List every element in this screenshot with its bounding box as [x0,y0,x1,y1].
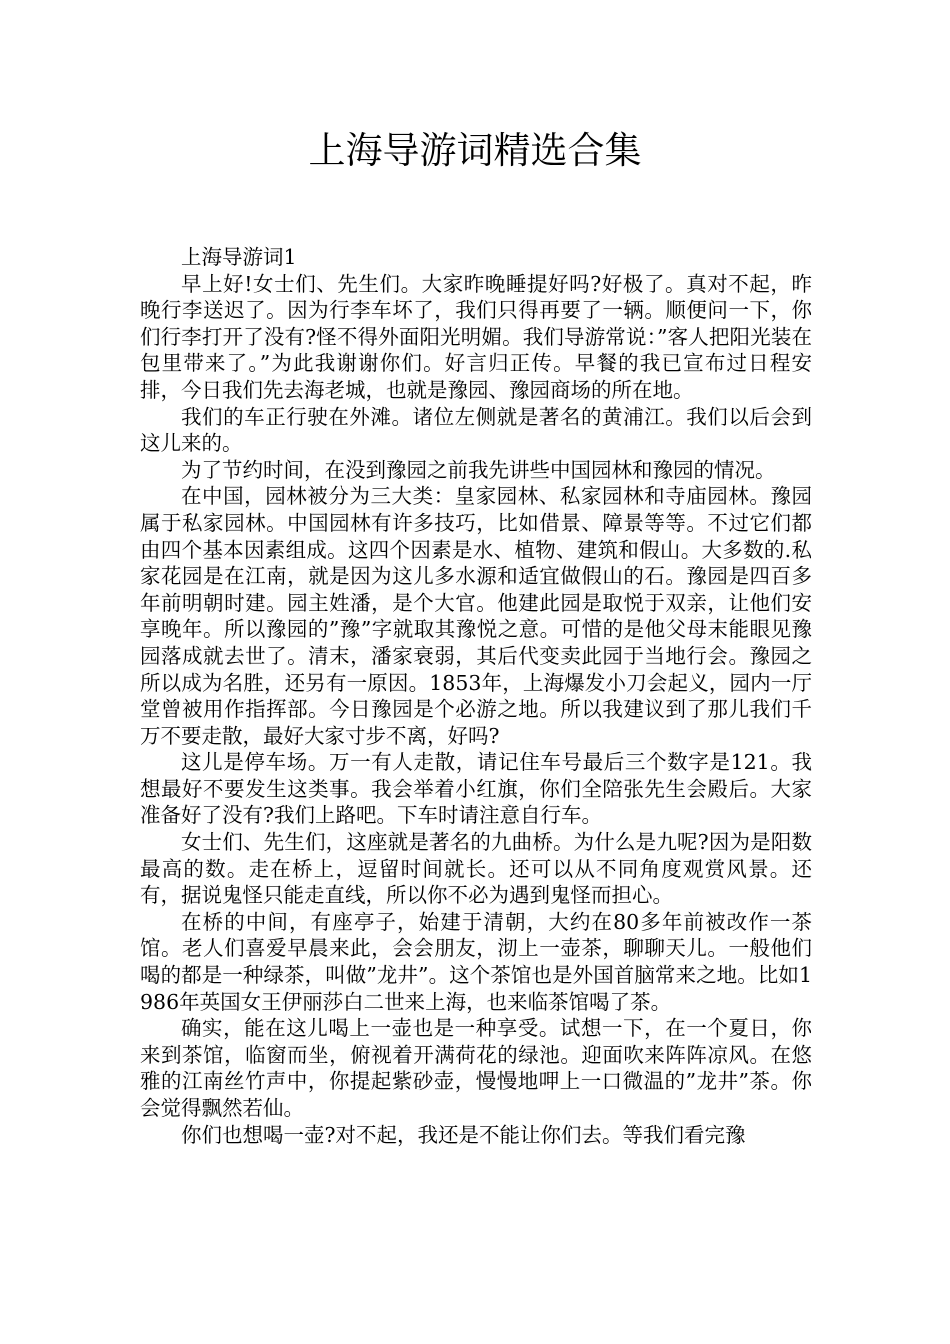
paragraph: 在中国，园林被分为三大类：皇家园林、私家园林和寺庙园林。豫园属于私家园林。中国园林有许多技巧，比如借景、障景等等。不过它们都由四个基本因素组成。这四个因素是水、植物、建筑和假山。大多数的.私家花园是在江南，就是因为这儿多水源和适宜做假山的石。豫园是四百多年前明朝时建。园主姓潘，是个大官。他建此园是取悦于双亲，让他们安享晚年。所以豫园的”豫”字就取其豫悦之意。可惜的是他父母末能眼见豫园落成就去世了。清末，潘家衰弱，其后代变卖此园于当地行会。豫园之所以成为名胜，还另有一原因。1853年，上海爆发小刀会起义，园内一厅堂曾被用作指挥部。今日豫园是个必游之地。所以我建议到了那儿我们千万不要走散，最好大家寸步不离，好吗? [140,484,812,748]
document-body [140,244,812,1148]
paragraph: 早上好!女士们、先生们。大家昨晚睡提好吗?好极了。真对不起，昨晚行李送迟了。因为行李车坏了，我们只得再要了一辆。顺便问一下，你们行李打开了没有?怪不得外面阳光明媚。我们导游常说：”客人把阳光装在包里带来了。”为此我谢谢你们。好言归正传。早餐的我已宣布过日程安排，今日我们先去海老城，也就是豫园、豫园商场的所在地。 [140,271,812,402]
paragraph: 你们也想喝一壶?对不起，我还是不能让你们去。等我们看完豫 [181,1122,746,1147]
paragraph: 在桥的中间，有座亭子，始建于清朝，大约在80多年前被改作一茶馆。老人们喜爱早晨来此，会会朋友，沏上一壶茶，聊聊天儿。一般他们喝的都是一种绿茶，叫做”龙井”。这个茶馆也是外国首脑常来之地。比如1986年英国女王伊丽莎白二世来上海，也来临茶馆喝了茶。 [140,909,812,1014]
document-title: 上海导游词精选合集 [308,129,642,172]
paragraph: 我们的车正行驶在外滩。诸位左侧就是著名的黄浦江。我们以后会到这儿来的。 [140,404,812,456]
paragraph: 女士们、先生们，这座就是著名的九曲桥。为什么是九呢?因为是阳数最高的数。走在桥上，逗留时间就长。还可以从不同角度观赏风景。还有，据说鬼怪只能走直线，所以你不必为遇到鬼怪而担心。 [140,830,812,908]
section-heading: 上海导游词1 [181,245,297,269]
paragraph: 这儿是停车场。万一有人走散，请记住车号最后三个数字是121。我想最好不要发生这类事。我会举着小红旗，你们全陪张先生会殿后。大家准备好了没有?我们上路吧。下车时请注意自行车。 [140,750,812,828]
paragraph: 确实，能在这儿喝上一壶也是一种享受。试想一下，在一个夏日，你来到茶馆，临窗而坐，俯视着开满荷花的绿池。迎面吹来阵阵凉风。在悠雅的江南丝竹声中，你提起紫砂壶，慢慢地呷上一口微温的”龙井”茶。你会觉得飘然若仙。 [140,1016,812,1120]
paragraph: 为了节约时间，在没到豫园之前我先讲些中国园林和豫园的情况。 [181,457,776,482]
